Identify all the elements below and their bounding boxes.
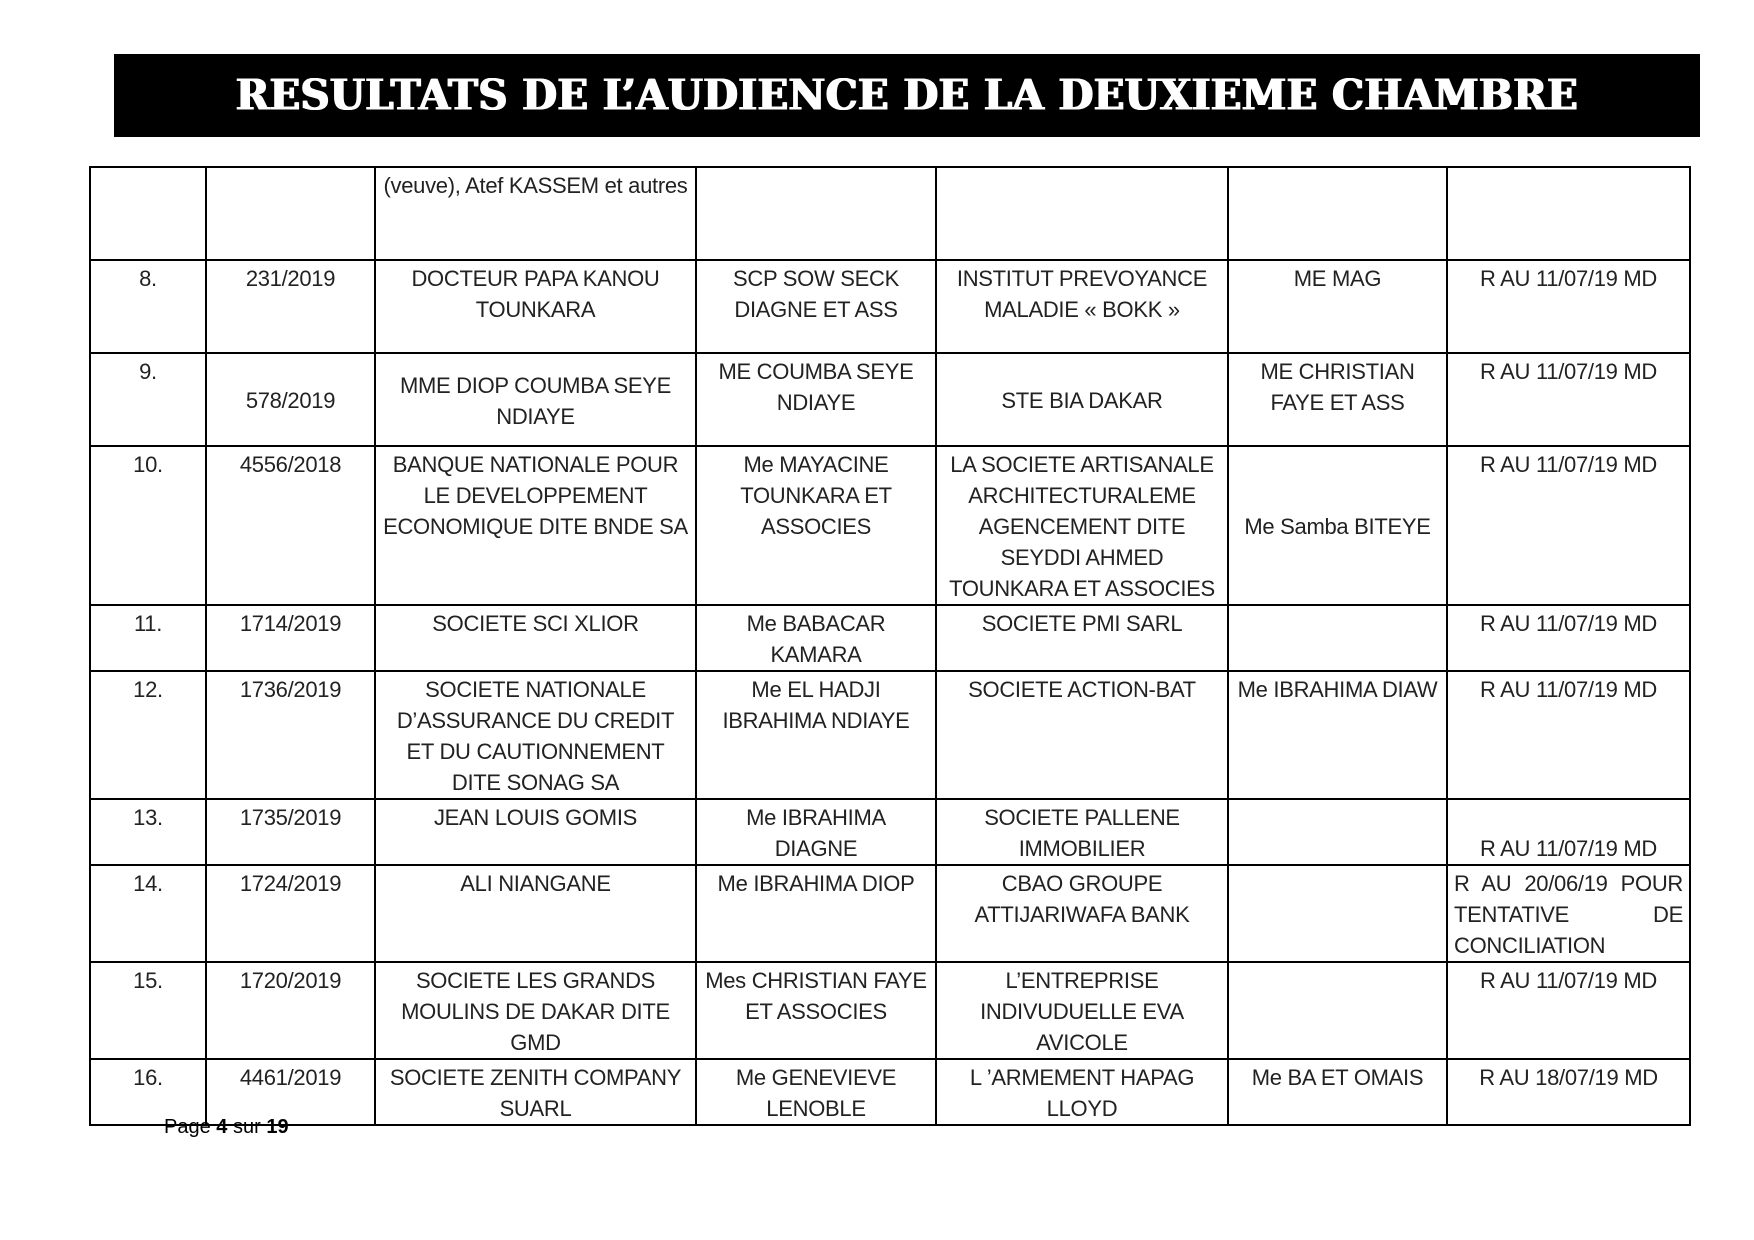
case-role: 1736/2019 bbox=[206, 671, 375, 799]
case-role: 1724/2019 bbox=[206, 865, 375, 962]
page-separator: sur bbox=[232, 1116, 261, 1138]
case-role bbox=[206, 167, 375, 260]
table-row bbox=[90, 865, 1690, 962]
defendant: SOCIETE ACTION-BAT bbox=[936, 671, 1228, 799]
case-number bbox=[90, 167, 206, 260]
defendant-lawyer bbox=[1228, 865, 1447, 962]
decision: R AU 11/07/19 MD bbox=[1447, 671, 1690, 799]
defendant-lawyer bbox=[1228, 605, 1447, 671]
case-role: 231/2019 bbox=[206, 260, 375, 353]
decision: R AU 18/07/19 MD bbox=[1447, 1059, 1690, 1125]
case-role: 1720/2019 bbox=[206, 962, 375, 1059]
plaintiff-lawyer bbox=[696, 167, 936, 260]
table-row bbox=[90, 167, 1690, 260]
plaintiff-lawyer: SCP SOW SECK DIAGNE ET ASS bbox=[696, 260, 936, 353]
current-page: 4 bbox=[216, 1116, 228, 1138]
plaintiff-lawyer: Me GENEVIEVE LENOBLE bbox=[696, 1059, 936, 1125]
plaintiff-lawyer: Mes CHRISTIAN FAYE ET ASSOCIES bbox=[696, 962, 936, 1059]
plaintiff: SOCIETE LES GRANDS MOULINS DE DAKAR DITE GMD bbox=[375, 962, 696, 1059]
case-role: 4556/2018 bbox=[206, 446, 375, 605]
defendant: SOCIETE PMI SARL bbox=[936, 605, 1228, 671]
defendant: L ’ARMEMENT HAPAG LLOYD bbox=[936, 1059, 1228, 1125]
decision: R AU 11/07/19 MD bbox=[1447, 446, 1690, 605]
case-number: 15. bbox=[90, 962, 206, 1059]
defendant-lawyer: Me BA ET OMAIS bbox=[1228, 1059, 1447, 1125]
table-row bbox=[90, 671, 1690, 799]
defendant-lawyer: ME MAG bbox=[1228, 260, 1447, 353]
defendant-lawyer bbox=[1228, 799, 1447, 865]
defendant: CBAO GROUPE ATTIJARIWAFA BANK bbox=[936, 865, 1228, 962]
plaintiff: BANQUE NATIONALE POUR LE DEVELOPPEMENT ECONOMIQUE DITE BNDE SA bbox=[375, 446, 696, 605]
table-row bbox=[90, 260, 1690, 353]
plaintiff: SOCIETE NATIONALE D’ASSURANCE DU CREDIT ET DU CAUTIONNEMENT DITE SONAG SA bbox=[375, 671, 696, 799]
results-table bbox=[89, 166, 1691, 1126]
case-number: 14. bbox=[90, 865, 206, 962]
case-number: 8. bbox=[90, 260, 206, 353]
defendant: STE BIA DAKAR bbox=[936, 353, 1228, 446]
plaintiff: JEAN LOUIS GOMIS bbox=[375, 799, 696, 865]
plaintiff: ALI NIANGANE bbox=[375, 865, 696, 962]
plaintiff: SOCIETE SCI XLIOR bbox=[375, 605, 696, 671]
defendant-lawyer: ME CHRISTIAN FAYE ET ASS bbox=[1228, 353, 1447, 446]
table-row bbox=[90, 799, 1690, 865]
total-pages: 19 bbox=[266, 1116, 289, 1138]
decision: R AU 11/07/19 MD bbox=[1447, 605, 1690, 671]
defendant: L’ENTREPRISE INDIVUDUELLE EVA AVICOLE bbox=[936, 962, 1228, 1059]
table-row bbox=[90, 1059, 1690, 1125]
decision: R AU 11/07/19 MD bbox=[1447, 962, 1690, 1059]
plaintiff-lawyer: Me IBRAHIMA DIOP bbox=[696, 865, 936, 962]
defendant-lawyer bbox=[1228, 962, 1447, 1059]
page-footer bbox=[164, 1116, 289, 1139]
case-number: 10. bbox=[90, 446, 206, 605]
decision bbox=[1447, 167, 1690, 260]
case-role: 1714/2019 bbox=[206, 605, 375, 671]
case-role: 578/2019 bbox=[206, 353, 375, 446]
table-row bbox=[90, 446, 1690, 605]
defendant: INSTITUT PREVOYANCE MALADIE « BOKK » bbox=[936, 260, 1228, 353]
defendant: SOCIETE PALLENE IMMOBILIER bbox=[936, 799, 1228, 865]
defendant-lawyer: Me Samba BITEYE bbox=[1228, 446, 1447, 605]
case-number: 11. bbox=[90, 605, 206, 671]
decision: R AU 11/07/19 MD bbox=[1447, 353, 1690, 446]
case-role: 1735/2019 bbox=[206, 799, 375, 865]
defendant-lawyer bbox=[1228, 167, 1447, 260]
case-number: 13. bbox=[90, 799, 206, 865]
defendant: LA SOCIETE ARTISANALE ARCHITECTURALEME AGENCEMENT DITE SEYDDI AHMED TOUNKARA ET ASSOCIES bbox=[936, 446, 1228, 605]
plaintiff-lawyer: Me BABACAR KAMARA bbox=[696, 605, 936, 671]
case-number: 9. bbox=[90, 353, 206, 446]
plaintiff-lawyer: ME COUMBA SEYE NDIAYE bbox=[696, 353, 936, 446]
plaintiff: MME DIOP COUMBA SEYE NDIAYE bbox=[375, 353, 696, 446]
case-number: 16. bbox=[90, 1059, 206, 1125]
case-role: 4461/2019 bbox=[206, 1059, 375, 1125]
defendant-lawyer: Me IBRAHIMA DIAW bbox=[1228, 671, 1447, 799]
plaintiff-lawyer: Me MAYACINE TOUNKARA ET ASSOCIES bbox=[696, 446, 936, 605]
table-row bbox=[90, 962, 1690, 1059]
defendant bbox=[936, 167, 1228, 260]
decision: R AU 11/07/19 MD bbox=[1447, 260, 1690, 353]
table-row bbox=[90, 605, 1690, 671]
title-banner bbox=[114, 54, 1700, 137]
page-title: RESULTATS DE L’AUDIENCE DE LA DEUXIEME CHAMBRE bbox=[235, 70, 1579, 121]
plaintiff: (veuve), Atef KASSEM et autres bbox=[375, 167, 696, 260]
table-row bbox=[90, 353, 1690, 446]
decision: R AU 20/06/19 POUR TENTATIVE DE CONCILIATION bbox=[1447, 865, 1690, 962]
plaintiff: SOCIETE ZENITH COMPANY SUARL bbox=[375, 1059, 696, 1125]
page-label: Page bbox=[164, 1116, 211, 1138]
plaintiff: DOCTEUR PAPA KANOU TOUNKARA bbox=[375, 260, 696, 353]
decision: R AU 11/07/19 MD bbox=[1447, 799, 1690, 865]
case-number: 12. bbox=[90, 671, 206, 799]
plaintiff-lawyer: Me EL HADJI IBRAHIMA NDIAYE bbox=[696, 671, 936, 799]
plaintiff-lawyer: Me IBRAHIMA DIAGNE bbox=[696, 799, 936, 865]
